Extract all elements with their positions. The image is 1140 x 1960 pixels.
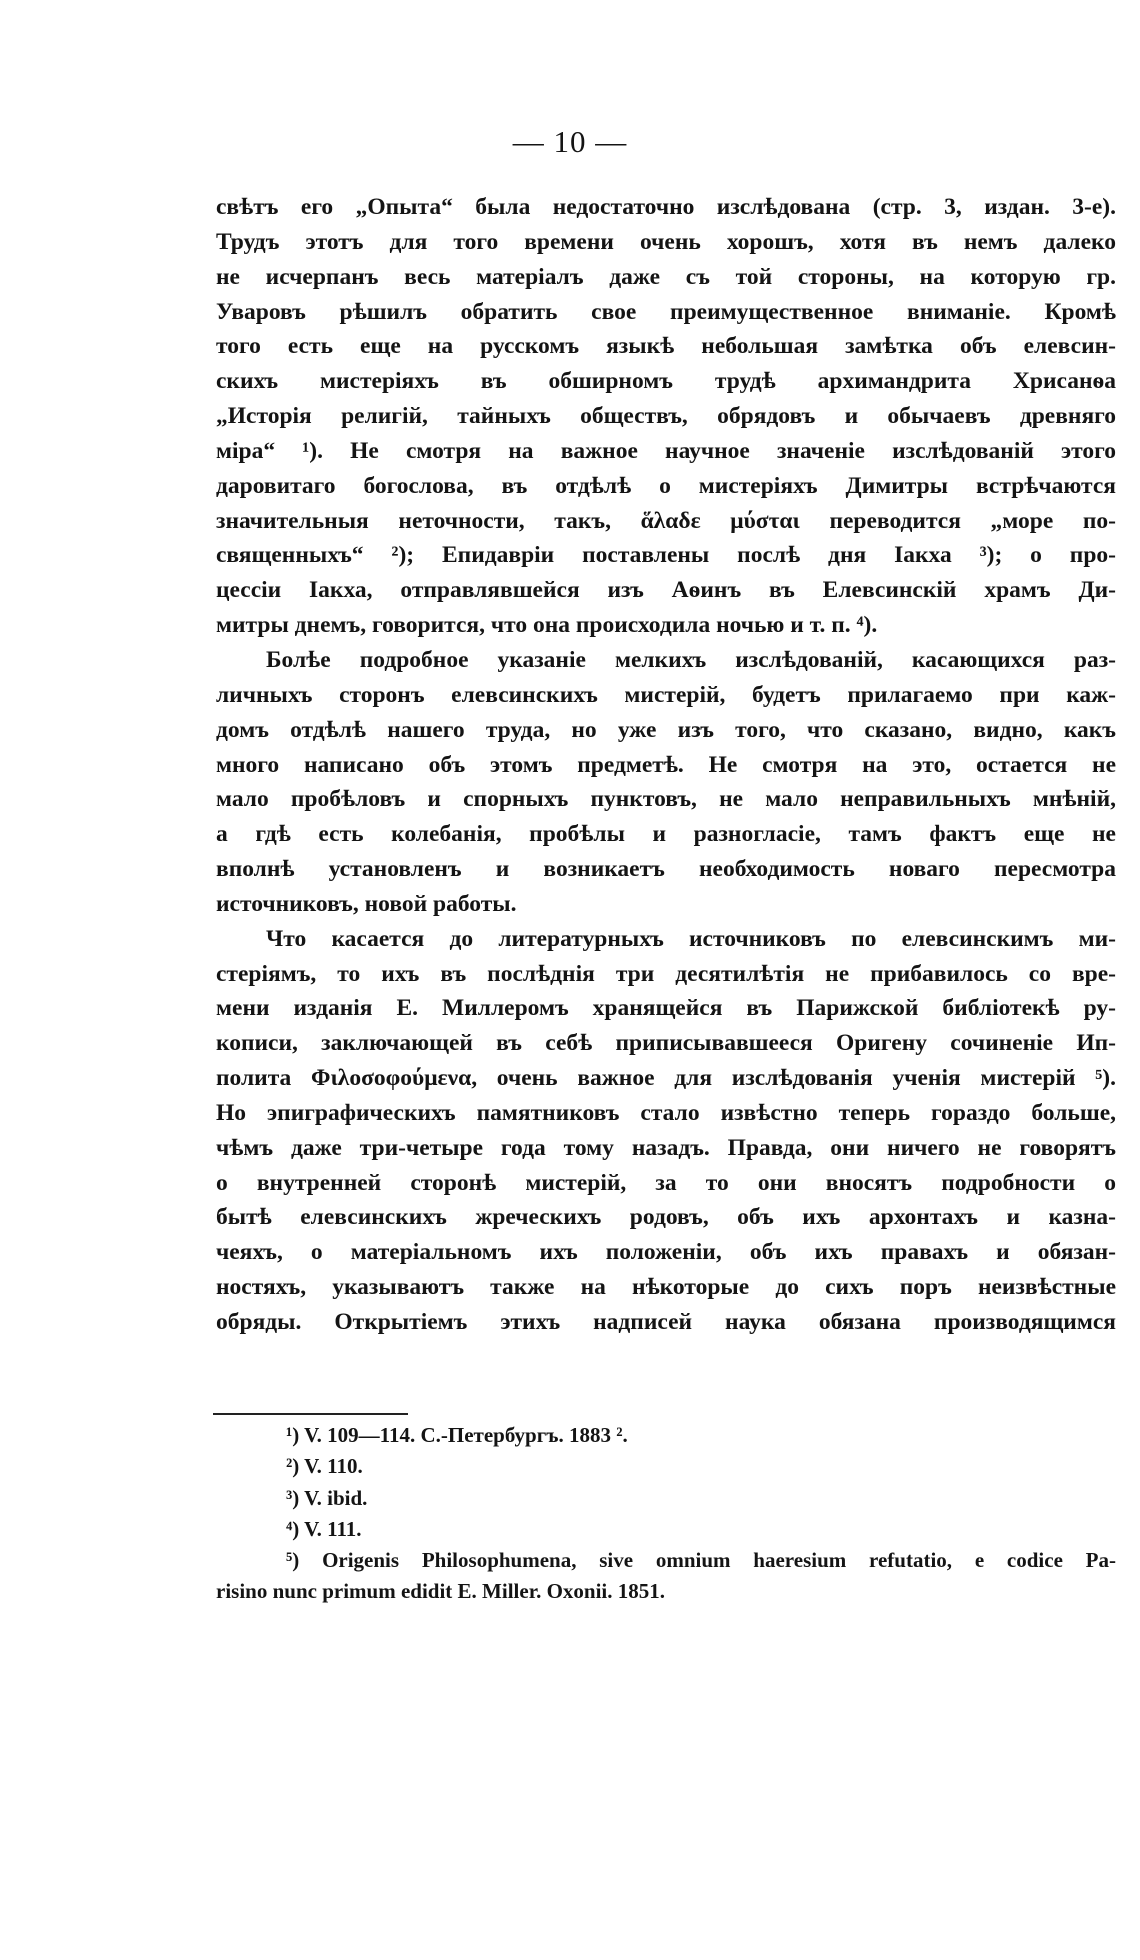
text-line: чѣмъ даже три-четыре года тому назадъ. Правда, они ничего не говорятъ bbox=[216, 1134, 1116, 1161]
text-line: митры днемъ, говорится, что она происходила ночью и т. п. ⁴). bbox=[216, 612, 878, 639]
text-line: ностяхъ, указываютъ также на нѣкоторые до сихъ поръ неизвѣстные bbox=[216, 1274, 1116, 1301]
text-line: источниковъ, новой работы. bbox=[216, 890, 517, 917]
footnotes bbox=[216, 1420, 1116, 1608]
text-line: вполнѣ установленъ и возникаетъ необходимость новаго пересмотра bbox=[216, 856, 1116, 883]
footnote-divider bbox=[213, 1413, 408, 1415]
text-line: личныхъ сторонъ елевсинскихъ мистерій, будетъ прилагаемо при каж- bbox=[216, 681, 1116, 708]
text-line: значительныя неточности, такъ, ἅλαδε μύσται переводится „море по- bbox=[216, 507, 1116, 534]
text-line: кописи, заключающей въ себѣ приписывавшееся Оригену сочиненіе Ип- bbox=[216, 1030, 1116, 1057]
footnote-continuation: risino nunc primum edidit E. Miller. Oxonii. 1851. bbox=[216, 1579, 666, 1604]
text-line: а гдѣ есть колебанія, пробѣлы и разногласіе, тамъ фактъ еще не bbox=[216, 821, 1116, 848]
text-line: Что касается до литературныхъ источниковъ по елевсинскимъ ми- bbox=[266, 925, 1116, 952]
text-line: не исчерпанъ весь матеріалъ даже съ той стороны, на которую гр. bbox=[216, 263, 1116, 290]
text-line: Но эпиграфическихъ памятниковъ стало извѣстно теперь гораздо больше, bbox=[216, 1099, 1116, 1126]
text-line: мени изданія Е. Миллеромъ хранящейся въ Парижской библіотекѣ ру- bbox=[216, 995, 1116, 1022]
text-line: свѣтъ его „Опыта“ была недостаточно изслѣдована (стр. 3, издан. 3-е). bbox=[216, 194, 1116, 220]
text-line: полита Φιλοσοφούμενα, очень важное для изслѣдованія ученія мистерій ⁵). bbox=[216, 1065, 1116, 1092]
text-line: цессіи Іакха, отправлявшейся изъ Аѳинъ въ Елевсинскій храмъ Ди- bbox=[216, 577, 1116, 604]
footnote: ⁵) Origenis Philosophumena, sive omnium haeresium refutatio, e codice Pa- bbox=[286, 1548, 1116, 1573]
text-line: домъ отдѣлѣ нашего труда, но уже изъ того, что сказано, видно, какъ bbox=[216, 716, 1116, 743]
text-line: бытѣ елевсинскихъ жреческихъ родовъ, объ ихъ архонтахъ и казна- bbox=[216, 1204, 1116, 1231]
text-line: Болѣе подробное указаніе мелкихъ изслѣдованій, касающихся раз- bbox=[266, 646, 1116, 673]
text-line: скихъ мистеріяхъ въ обширномъ трудѣ архимандрита Хрисанѳа bbox=[216, 368, 1116, 395]
text-line: Уваровъ рѣшилъ обратить свое преимущественное вниманіе. Кромѣ bbox=[216, 298, 1116, 325]
text-line: чеяхъ, о матеріальномъ ихъ положеніи, объ ихъ правахъ и обязан- bbox=[216, 1239, 1116, 1266]
text-line: даровитаго богослова, въ отдѣлѣ о мистеріяхъ Димитры встрѣчаются bbox=[216, 472, 1116, 499]
text-line: Трудъ этотъ для того времени очень хорошъ, хотя въ немъ далеко bbox=[216, 228, 1116, 255]
footnote: ¹) V. 109—114. С.-Петербургъ. 1883 ². bbox=[286, 1423, 628, 1447]
text-line: „Исторія религій, тайныхъ обществъ, обрядовъ и обычаевъ древняго bbox=[216, 403, 1116, 430]
text-line: о внутренней сторонѣ мистерій, за то они вносятъ подробности о bbox=[216, 1169, 1116, 1196]
footnote: ³) V. ibid. bbox=[286, 1485, 368, 1510]
text-line: обряды. Открытіемъ этихъ надписей наука обязана производящимся bbox=[216, 1309, 1116, 1335]
text-line: мало пробѣловъ и спорныхъ пунктовъ, не мало неправильныхъ мнѣній, bbox=[216, 786, 1116, 813]
text-line: много написано объ этомъ предметѣ. Не смотря на это, остается не bbox=[216, 751, 1116, 778]
text-line: міра“ ¹). Не смотря на важное научное значеніе изслѣдованій этого bbox=[216, 437, 1116, 464]
body-text bbox=[216, 190, 1116, 1340]
text-line: стеріямъ, то ихъ въ послѣднія три десятилѣтія не прибавилось со вре- bbox=[216, 960, 1116, 987]
text-line: священныхъ“ ²); Епидавріи поставлены послѣ дня Іакха ³); о про- bbox=[216, 542, 1116, 569]
text-line: того есть еще на русскомъ языкѣ небольшая замѣтка объ елевсин- bbox=[216, 333, 1116, 360]
footnote: ²) V. 110. bbox=[286, 1454, 363, 1479]
footnote: ⁴) V. 111. bbox=[286, 1516, 362, 1541]
page-number: — 10 — bbox=[512, 124, 628, 159]
